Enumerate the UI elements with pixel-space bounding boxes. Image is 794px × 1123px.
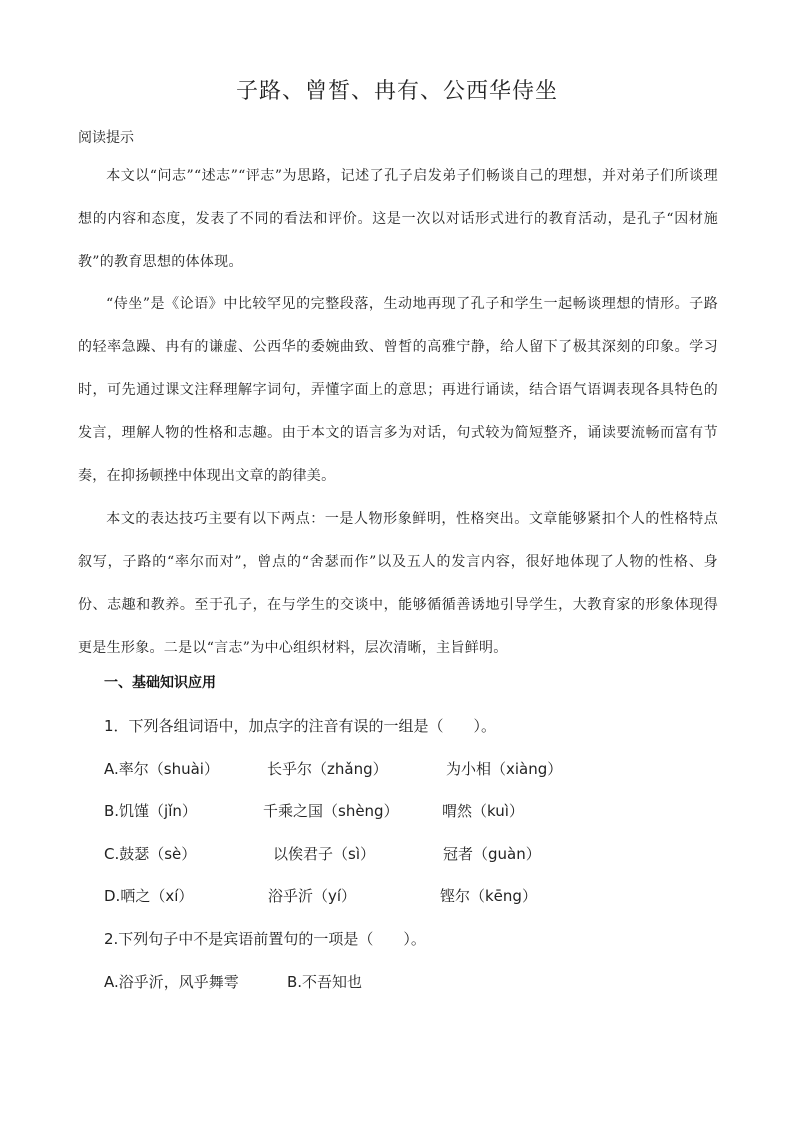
- paragraph-2-text: “侍坐”是《论语》中比较罕见的完整段落，生动地再现了孔子和学生一起畅谈理想的情形。子路的轻率急躁、冉有的谦虚、公西华的委婉曲致、曾皙的高雅宁静，给人留下了极其深刻的印象。学习时，可先通过课文注释理解字词句，弄懂字面上的意思；再进行诵读，结合语气语调表现各具特色的发言，理解人物的性格和志趣。由于本文的语言多为对话，句式较为简短整齐，诵读要流畅而富有节奏，在抑扬顿挫中体现出文章的韵律美。: [78, 296, 718, 484]
- paragraph-1-text: 本文以“问志”“述志”“评志”为思路，记述了孔子启发弟子们畅谈自己的理想，并对弟子们所谈理想的内容和态度，发表了不同的看法和评价。这是一次以对话形式进行的教育活动，是孔子“因材施教”的教育思想的体体现。: [78, 168, 718, 270]
- paragraph-3-text: 本文的表达技巧主要有以下两点：一是人物形象鲜明，性格突出。文章能够紧扣个人的性格特点叙写，子路的“率尔而对”，曾点的“舍瑟而作”以及五人的发言内容，很好地体现了人物的性格、身份、志趣和教养。至于孔子，在与学生的交谈中，能够循循善诱地引导学生，大教育家的形象体现得更是生形象。二是以“言志”为中心组织材料，层次清晰，主旨鲜明。: [78, 511, 718, 656]
- q1-option-b3: 喟然（kuì）: [442, 802, 524, 820]
- paragraph-3: [78, 498, 718, 670]
- q1-option-b2: 千乘之国（shèng）: [263, 802, 399, 820]
- section-heading: 一、基础知识应用: [104, 675, 216, 691]
- paragraph-1: [78, 155, 718, 284]
- q1-option-a1: A.率尔（shuài）: [104, 760, 219, 778]
- reading-tip-label: 阅读提示: [78, 130, 134, 146]
- page-title: 子路、曾皙、冉有、公西华侍坐: [235, 79, 558, 104]
- q1-option-b1: B.饥馑（jǐn）: [104, 802, 197, 820]
- q2-option-a: A.浴乎沂，风乎舞雩: [104, 973, 239, 991]
- q1-option-d3: 铿尔（kēng）: [440, 887, 537, 905]
- q1-option-c2: 以俟君子（sì）: [273, 845, 375, 863]
- q1-option-c1: C.鼓瑟（sè）: [104, 845, 197, 863]
- question-1-stem: 1．下列各组词语中，加点字的注音有误的一组是（ ）。: [104, 717, 497, 735]
- q2-option-b: B.不吾知也: [287, 973, 363, 991]
- paragraph-2: [78, 283, 718, 498]
- q1-option-d2: 浴乎沂（yí）: [268, 887, 357, 905]
- q1-option-a3: 为小相（xiàng）: [446, 760, 563, 778]
- q1-option-d1: D.哂之（xí）: [104, 887, 194, 905]
- q1-option-c3: 冠者（guàn）: [443, 845, 541, 863]
- q1-option-a2: 长乎尔（zhǎng）: [267, 760, 388, 778]
- question-2-stem: 2.下列句子中不是宾语前置句的一项是（ ）。: [104, 930, 426, 948]
